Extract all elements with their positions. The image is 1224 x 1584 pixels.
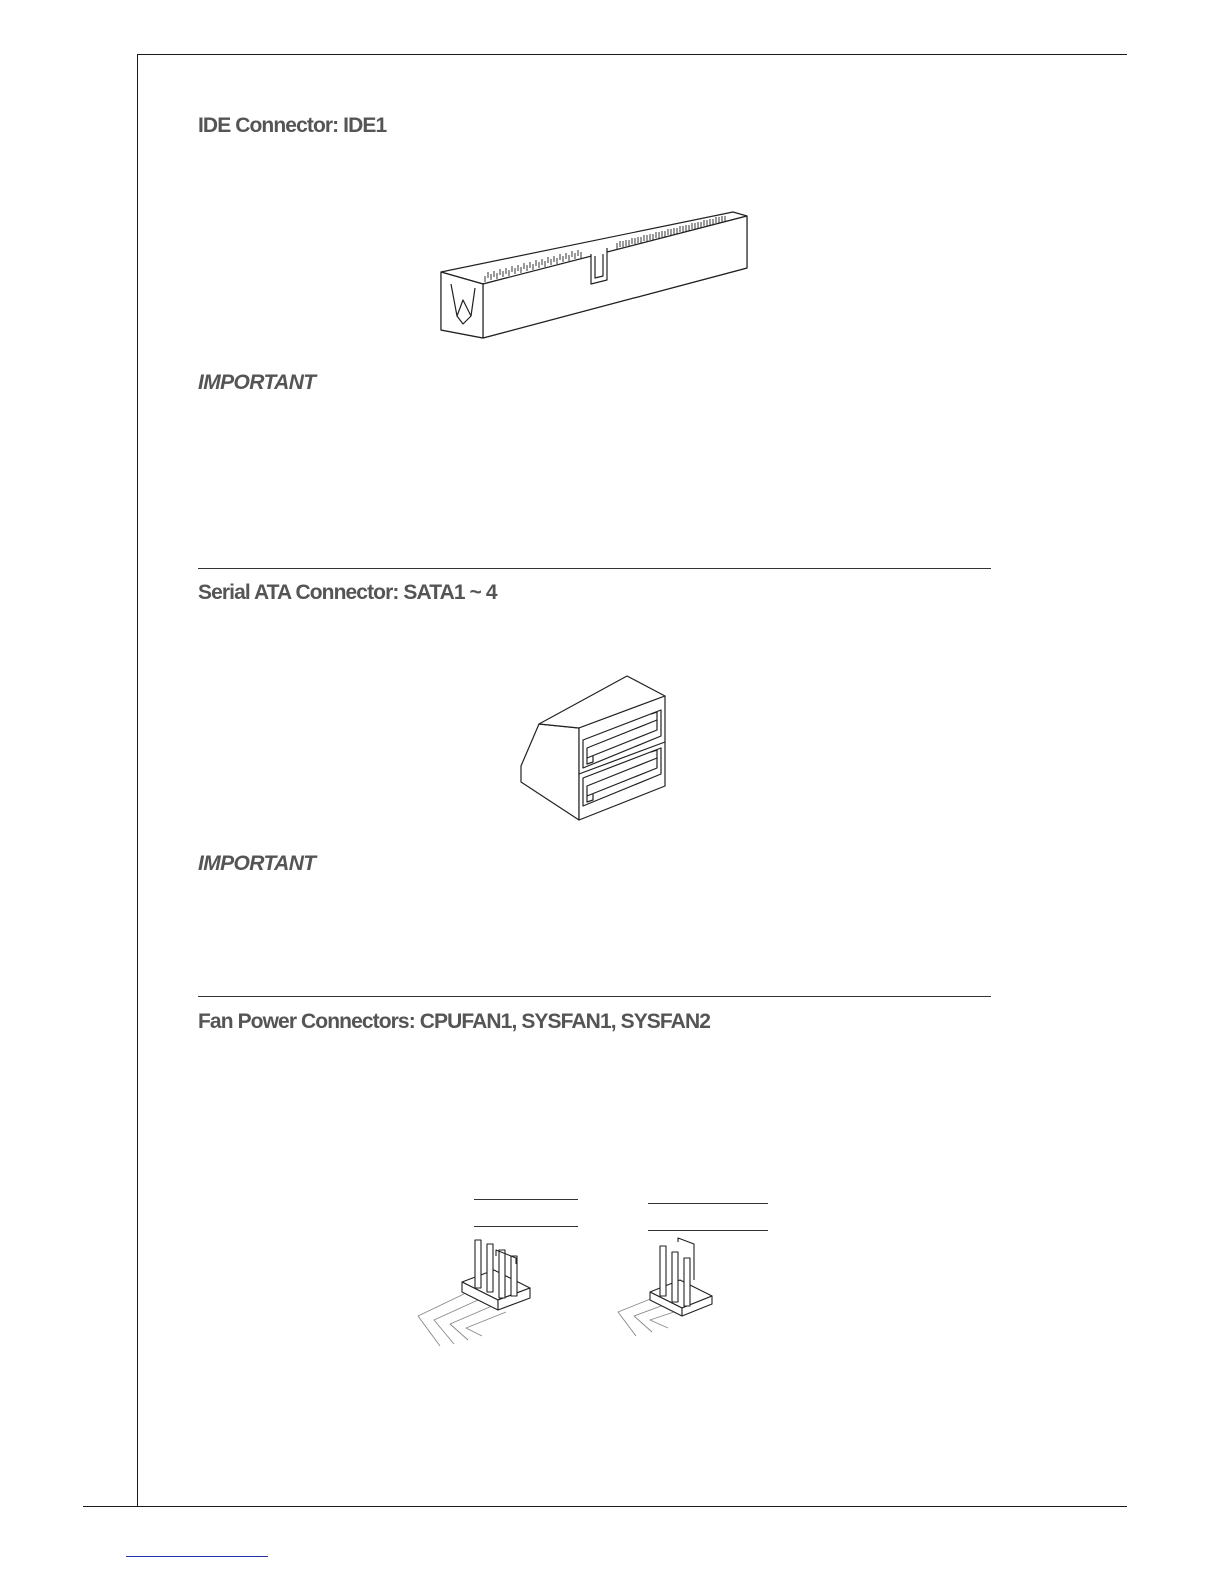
page-frame-left-rule (137, 54, 138, 1507)
section-divider-1 (198, 568, 991, 569)
four-pin-label-rule-bottom (474, 1226, 578, 1227)
ide-connector-icon (437, 204, 751, 340)
section-divider-2 (198, 996, 991, 997)
three-pin-label-rule-bottom (648, 1230, 768, 1231)
page-frame-top-rule (137, 54, 1127, 55)
sata-section-title: Serial ATA Connector: SATA1 ~ 4 (198, 581, 497, 604)
sata-connector-icon (517, 674, 669, 822)
fan-section-title: Fan Power Connectors: CPUFAN1, SYSFAN1, SYSFAN2 (198, 1010, 710, 1033)
three-pin-label-rule-top (648, 1203, 768, 1204)
footer-link-underline[interactable] (126, 1556, 268, 1557)
ide-important-label: IMPORTANT (198, 371, 316, 394)
four-pin-fan-header-icon (412, 1236, 536, 1350)
sata-important-label: IMPORTANT (198, 852, 316, 875)
three-pin-fan-header-icon (614, 1236, 718, 1340)
page-frame-bottom-rule (83, 1506, 1127, 1507)
ide-section-title: IDE Connector: IDE1 (198, 114, 387, 137)
four-pin-label-rule-top (474, 1199, 578, 1200)
